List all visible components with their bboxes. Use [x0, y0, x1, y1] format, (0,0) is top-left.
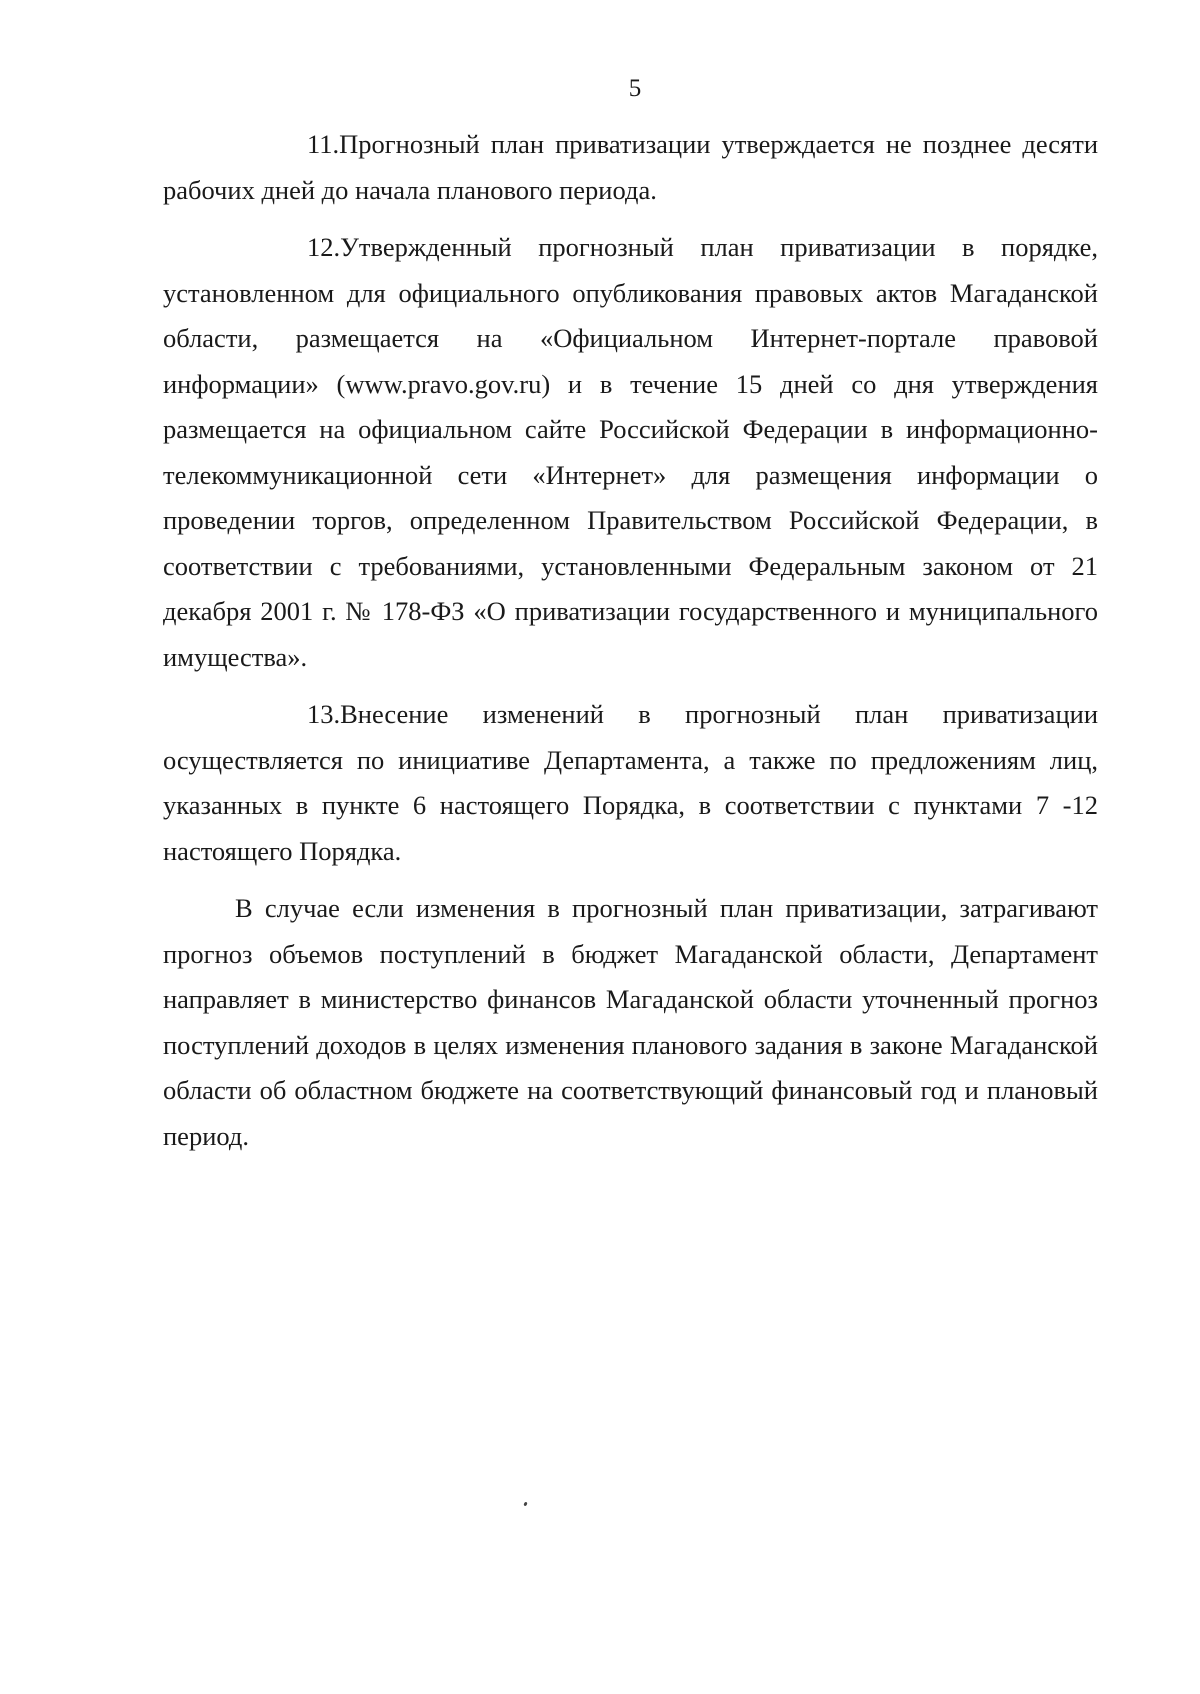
paragraph-11	[163, 122, 1098, 213]
paragraph-13	[163, 692, 1098, 874]
paragraph-text: В случае если изменения в прогнозный план приватизации, затрагивают прогноз объемов поступлений в бюджет Магаданской области, Департамент направляет в министерство финансов Магаданской области уточненный прогноз поступлений доходов в целях изменения планового задания в законе Магаданской области об областном бюджете на соответствующий финансовый год и плановый период.	[163, 893, 1098, 1151]
paragraph-12	[163, 225, 1098, 680]
paragraph-number: 13.	[307, 699, 341, 729]
paragraph-text: Внесение изменений в прогнозный план приватизации осуществляется по инициативе Департамента, а также по предложениям лиц, указанных в пункте 6 настоящего Порядка, в соответствии с пунктами 7 -12 настоящего Порядка.	[163, 699, 1098, 866]
paragraph-continuation	[163, 886, 1098, 1159]
paragraph-text: Прогнозный план приватизации утверждается не позднее десяти рабочих дней до начала планового периода.	[163, 129, 1098, 205]
paragraph-number: 12.	[307, 232, 341, 262]
paragraph-number: 11.	[307, 129, 340, 159]
paragraph-text: Утвержденный прогнозный план приватизации в порядке, установленном для официального опубликования правовых актов Магаданской области, размещается на «Официальном Интернет-портале правовой информации» (www.pravo.gov.ru) и в течение 15 дней со дня утверждения размещается на официальном сайте Российской Федерации в информационно-телекоммуникационной сети «Интернет» для размещения информации о проведении торгов, определенном Правительством Российской Федерации, в соответствии с требованиями, установленными Федеральным законом от 21 декабря 2001 г. № 178-ФЗ «О приватизации государственного и муниципального имущества».	[163, 232, 1098, 672]
scan-speck	[523, 1502, 527, 1507]
document-body	[163, 122, 1098, 1171]
page-number: 5	[628, 75, 642, 102]
